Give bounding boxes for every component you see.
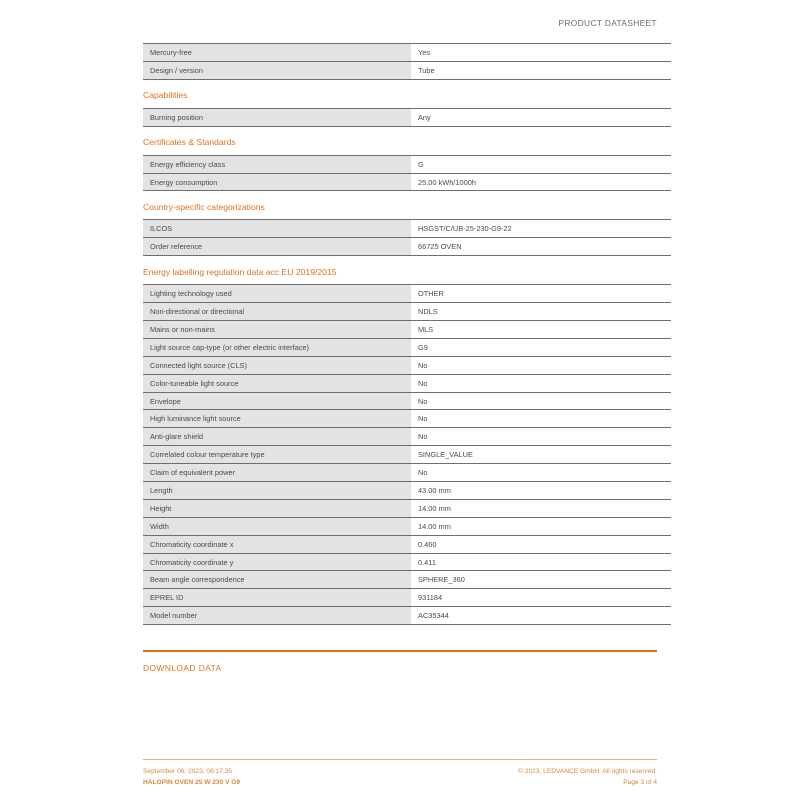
spec-value: No <box>411 410 671 428</box>
spec-label: Length <box>143 482 411 500</box>
spec-value: No <box>411 392 671 410</box>
spec-section <box>143 43 657 80</box>
spec-table <box>143 108 671 127</box>
spec-value: No <box>411 428 671 446</box>
spec-value: 0.460 <box>411 535 671 553</box>
spec-value: Tube <box>411 61 671 79</box>
table-row <box>143 374 671 392</box>
spec-value: 43.00 mm <box>411 482 671 500</box>
table-row <box>143 517 671 535</box>
table-row <box>143 338 671 356</box>
spec-value: SPHERE_360 <box>411 571 671 589</box>
spec-label: Non-directional or directional <box>143 303 411 321</box>
section-heading: Energy labelling regulation data acc EU 2019/2015 <box>143 266 337 277</box>
spec-section <box>143 256 657 625</box>
section-heading: Country-specific categorizations <box>143 201 265 212</box>
spec-value: No <box>411 356 671 374</box>
spec-label: Height <box>143 499 411 517</box>
datasheet-content <box>143 38 657 673</box>
download-divider <box>143 650 657 652</box>
spec-label: Light source cap-type (or other electric interface) <box>143 338 411 356</box>
table-row <box>143 446 671 464</box>
spec-section <box>143 127 657 192</box>
document-header <box>143 0 657 38</box>
spec-value: AC35344 <box>411 607 671 625</box>
footer-copyright: © 2023, LEDVANCE GmbH. All rights reserved. <box>518 768 657 775</box>
table-row <box>143 220 671 238</box>
table-row <box>143 155 671 173</box>
spec-label: Color-tuneable light source <box>143 374 411 392</box>
spec-value: MLS <box>411 321 671 339</box>
spec-label: Chromaticity coordinate y <box>143 553 411 571</box>
spec-label: Envelope <box>143 392 411 410</box>
table-row <box>143 553 671 571</box>
table-row <box>143 482 671 500</box>
spec-value: No <box>411 374 671 392</box>
spec-table <box>143 155 671 192</box>
table-row <box>143 238 671 256</box>
spec-label: High luminance light source <box>143 410 411 428</box>
table-row <box>143 321 671 339</box>
spec-label: Order reference <box>143 238 411 256</box>
table-row <box>143 285 671 303</box>
table-row <box>143 44 671 62</box>
spec-label: Mercury-free <box>143 44 411 62</box>
spec-label: Model number <box>143 607 411 625</box>
spec-value: Yes <box>411 44 671 62</box>
document-header-title: PRODUCT DATASHEET <box>558 18 657 28</box>
spec-label: Mains or non-mains <box>143 321 411 339</box>
table-row <box>143 61 671 79</box>
footer-left-column <box>143 767 240 788</box>
table-row <box>143 303 671 321</box>
spec-label: Energy consumption <box>143 173 411 191</box>
spec-value: G <box>411 155 671 173</box>
table-row <box>143 607 671 625</box>
spec-label: Lighting technology used <box>143 285 411 303</box>
table-row <box>143 499 671 517</box>
spec-label: Chromaticity coordinate x <box>143 535 411 553</box>
spec-label: EPREL ID <box>143 589 411 607</box>
spec-value: 931184 <box>411 589 671 607</box>
table-row <box>143 173 671 191</box>
spec-label: Energy efficiency class <box>143 155 411 173</box>
spec-label: Beam angle correspondence <box>143 571 411 589</box>
spec-label: ILCOS <box>143 220 411 238</box>
table-row <box>143 589 671 607</box>
spec-label: Claim of equivalent power <box>143 464 411 482</box>
spec-label: Connected light source (CLS) <box>143 356 411 374</box>
table-row <box>143 356 671 374</box>
spec-label: Anti-glare shield <box>143 428 411 446</box>
spec-value: Any <box>411 108 671 126</box>
spec-label: Correlated colour temperature type <box>143 446 411 464</box>
footer-columns <box>143 767 657 788</box>
spec-value: 66725 OVEN <box>411 238 671 256</box>
spec-label: Burning position <box>143 108 411 126</box>
download-data-title[interactable]: DOWNLOAD DATA <box>143 662 222 673</box>
spec-value: OTHER <box>411 285 671 303</box>
footer-page-number: Page 3 of 4 <box>623 778 657 786</box>
table-row <box>143 571 671 589</box>
footer-divider <box>143 759 657 760</box>
spec-value: 25.00 kWh/1000h <box>411 173 671 191</box>
spec-value: 14.00 mm <box>411 499 671 517</box>
spec-value: NDLS <box>411 303 671 321</box>
spec-value: G9 <box>411 338 671 356</box>
table-row <box>143 428 671 446</box>
spec-label: Width <box>143 517 411 535</box>
download-data-section <box>143 625 657 673</box>
spec-value: 0.411 <box>411 553 671 571</box>
section-heading: Certificates & Standards <box>143 137 236 148</box>
spec-table <box>143 284 671 625</box>
spec-section <box>143 191 657 256</box>
document-footer <box>143 759 657 788</box>
table-row <box>143 108 671 126</box>
spec-value: HSGST/C/UB-25-230-G9-22 <box>411 220 671 238</box>
footer-right-column <box>518 767 657 788</box>
section-heading: Capabilities <box>143 90 188 101</box>
spec-value: 14.00 mm <box>411 517 671 535</box>
footer-timestamp: September 06, 2023, 08:17:35 <box>143 768 233 775</box>
spec-value: No <box>411 464 671 482</box>
table-row <box>143 464 671 482</box>
spec-sections <box>143 43 657 625</box>
table-row <box>143 410 671 428</box>
spec-label: Design / version <box>143 61 411 79</box>
spec-section <box>143 80 657 127</box>
footer-product-name: HALOPIN OVEN 25 W 230 V G9 <box>143 778 241 786</box>
table-row <box>143 535 671 553</box>
spec-table <box>143 219 671 256</box>
spec-table <box>143 43 671 80</box>
spec-value: SINGLE_VALUE <box>411 446 671 464</box>
table-row <box>143 392 671 410</box>
